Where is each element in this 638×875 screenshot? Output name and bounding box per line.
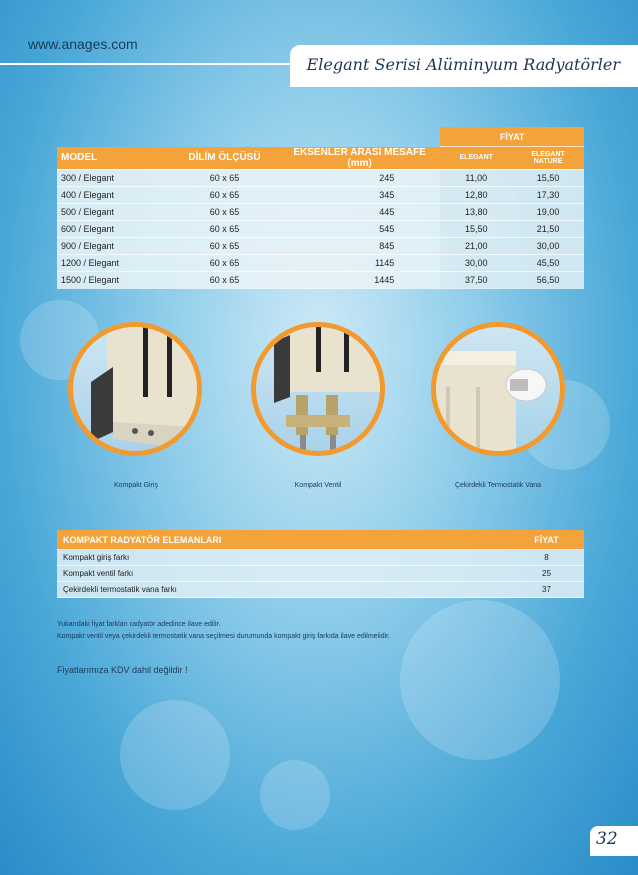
table-cell: 11,00	[440, 169, 512, 186]
kdv-note: Fiyatlarımıza KDV dahil değildir !	[57, 665, 188, 675]
table-row	[57, 550, 584, 566]
col-elegant: ELEGANT	[440, 147, 512, 170]
col-mesafe: EKSENLER ARASI MESAFE (mm)	[279, 147, 440, 170]
table-cell: 45,50	[512, 254, 584, 271]
table-cell: 1200 / Elegant	[57, 254, 170, 271]
table-cell: 600 / Elegant	[57, 220, 170, 237]
price-group-header: FİYAT	[440, 127, 584, 147]
table-cell: 30,00	[512, 237, 584, 254]
table-cell: 30,00	[440, 254, 512, 271]
caption-kompakt-giris: Kompakt Giriş	[114, 482, 158, 489]
col-elegant-nature: ELEGANT NATURE	[512, 147, 584, 170]
table-cell: 445	[279, 203, 440, 220]
table-cell: 60 x 65	[170, 186, 279, 203]
table-cell: 13,80	[440, 203, 512, 220]
image-kompakt-giris	[68, 322, 202, 456]
table-cell: 1445	[279, 271, 440, 288]
table-row	[57, 582, 584, 598]
table-cell: 60 x 65	[170, 203, 279, 220]
caption-termostatik-vana: Çekirdekli Termostatik Vana	[454, 482, 542, 489]
col-model: MODEL	[57, 147, 170, 170]
caption-kompakt-ventil: Kompakt Ventil	[294, 482, 342, 489]
page-title: Elegant Serisi Alüminyum Radyatörler	[306, 55, 620, 74]
price-table	[57, 127, 584, 289]
table-row	[57, 566, 584, 582]
table-cell: 15,50	[512, 169, 584, 186]
table-cell: 400 / Elegant	[57, 186, 170, 203]
price-table-header	[57, 147, 584, 170]
table-row	[57, 220, 584, 237]
table-cell: 60 x 65	[170, 237, 279, 254]
page-number: 32	[596, 829, 618, 849]
table-cell: 60 x 65	[170, 220, 279, 237]
header-rule	[0, 63, 290, 65]
table-cell: Kompakt giriş farkı	[57, 550, 509, 566]
table-cell: Çekirdekli termostatik vana farkı	[57, 582, 509, 598]
image-kompakt-ventil	[251, 322, 385, 456]
col-elemanlar: KOMPAKT RADYATÖR ELEMANLARI	[57, 530, 509, 550]
kompakt-table-header	[57, 530, 584, 550]
table-cell: 8	[509, 550, 584, 566]
table-cell: 1500 / Elegant	[57, 271, 170, 288]
table-cell: 60 x 65	[170, 169, 279, 186]
table-cell: 17,30	[512, 186, 584, 203]
table-cell: 1145	[279, 254, 440, 271]
table-cell: 60 x 65	[170, 254, 279, 271]
table-row	[57, 186, 584, 203]
table-cell: 37	[509, 582, 584, 598]
note-1: Yukarıdaki fiyat farkları radyatör adedince ilave edilir.	[57, 621, 221, 628]
table-cell: 19,00	[512, 203, 584, 220]
table-cell: 25	[509, 566, 584, 582]
table-cell: 37,50	[440, 271, 512, 288]
table-cell: 345	[279, 186, 440, 203]
note-2: Kompakt ventil veya çekirdekli termostatik vana seçilmesi durumunda kompakt giriş farkıda ilave edilmelidir.	[57, 633, 391, 640]
table-cell: 300 / Elegant	[57, 169, 170, 186]
table-row	[57, 169, 584, 186]
table-cell: Kompakt ventil farkı	[57, 566, 509, 582]
table-cell: 900 / Elegant	[57, 237, 170, 254]
table-cell: 545	[279, 220, 440, 237]
table-cell: 21,00	[440, 237, 512, 254]
table-cell: 21,50	[512, 220, 584, 237]
kompakt-table	[57, 530, 584, 598]
table-cell: 12,80	[440, 186, 512, 203]
image-termostatik-vana	[431, 322, 565, 456]
table-row	[57, 203, 584, 220]
table-cell: 60 x 65	[170, 271, 279, 288]
table-cell: 56,50	[512, 271, 584, 288]
table-row	[57, 237, 584, 254]
table-row	[57, 271, 584, 288]
col-fiyat: FİYAT	[509, 530, 584, 550]
table-cell: 500 / Elegant	[57, 203, 170, 220]
table-row	[57, 254, 584, 271]
col-dilim: DİLİM ÖLÇÜSÜ	[170, 147, 279, 170]
website-url: www.anages.com	[28, 36, 138, 52]
table-cell: 245	[279, 169, 440, 186]
table-cell: 15,50	[440, 220, 512, 237]
table-cell: 845	[279, 237, 440, 254]
